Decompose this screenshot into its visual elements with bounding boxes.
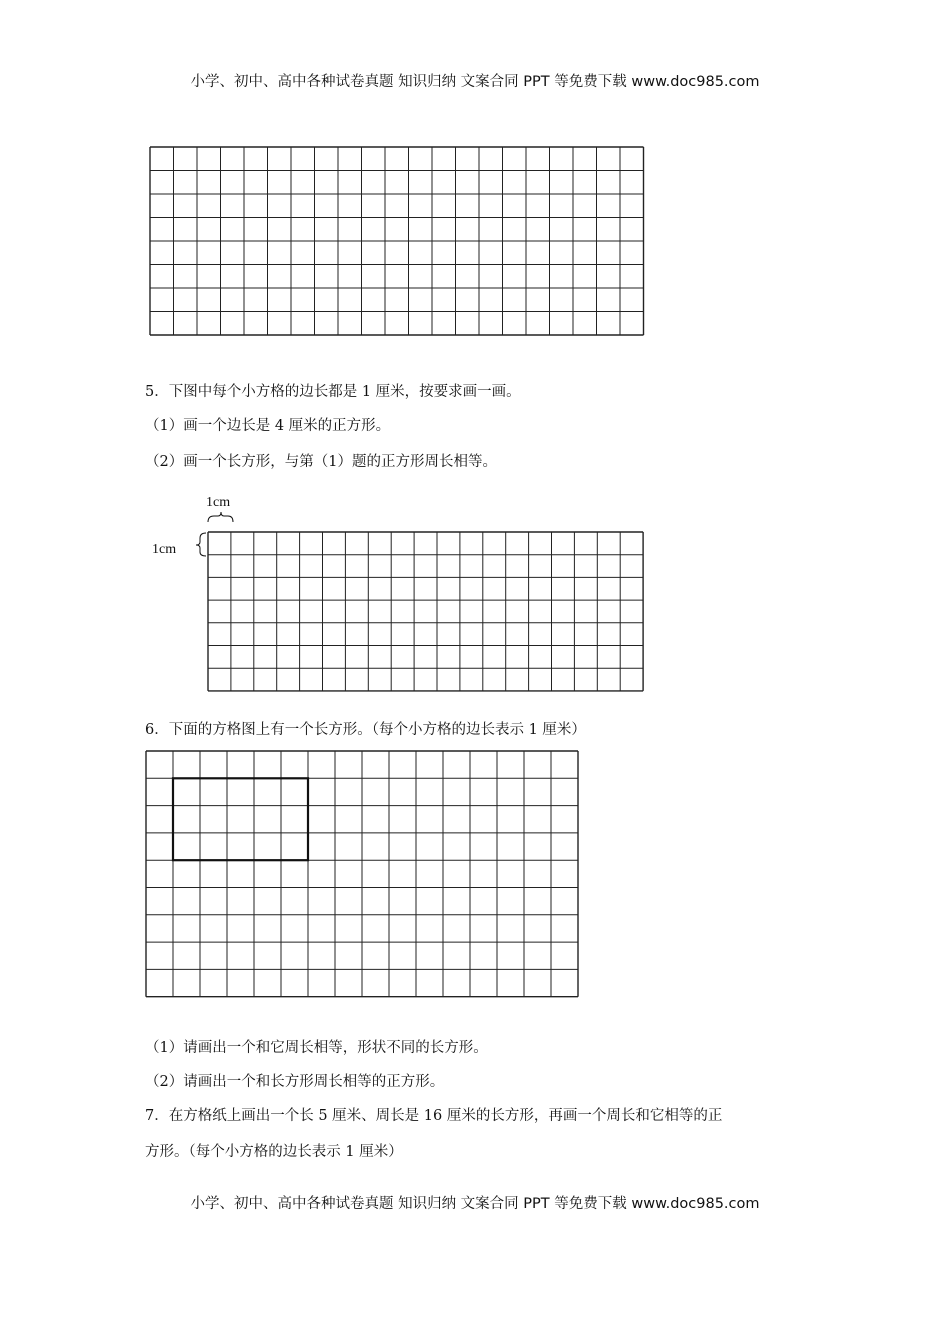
q5-figure: [140, 490, 645, 695]
q6-title: 6．下面的方格图上有一个长方形。（每个小方格的边长表示 1 厘米）: [145, 722, 586, 738]
q5-sub1: （1）画一个边长是 4 厘米的正方形。: [145, 418, 391, 434]
q5-sub2: （2）画一个长方形，与第（1）题的正方形周长相等。: [145, 454, 497, 470]
label-1cm-top: 1cm: [206, 495, 231, 510]
given-rectangle: [173, 778, 308, 860]
grid-q6: [146, 751, 581, 999]
grid-q5: [208, 532, 643, 691]
label-1cm-left: 1cm: [152, 542, 177, 557]
page-footer: 小学、初中、高中各种试卷真题 知识归纳 文案合同 PPT 等免费下载 www.doc985.com: [190, 1196, 760, 1212]
page-header: 小学、初中、高中各种试卷真题 知识归纳 文案合同 PPT 等免费下载 www.doc985.com: [190, 74, 760, 90]
q7-line2: 方形。（每个小方格的边长表示 1 厘米）: [145, 1144, 403, 1160]
brace-top: [208, 512, 233, 522]
q7-line1: 7．在方格纸上画出一个长 5 厘米、周长是 16 厘米的长方形，再画一个周长和它相等的正: [145, 1108, 723, 1124]
grid-top: [150, 147, 645, 337]
brace-left: [196, 533, 206, 556]
q5-title: 5．下图中每个小方格的边长都是 1 厘米，按要求画一画。: [145, 384, 521, 400]
q6-sub2: （2）请画出一个和长方形周长相等的正方形。: [145, 1074, 445, 1090]
q6-sub1: （1）请画出一个和它周长相等，形状不同的长方形。: [145, 1040, 488, 1056]
